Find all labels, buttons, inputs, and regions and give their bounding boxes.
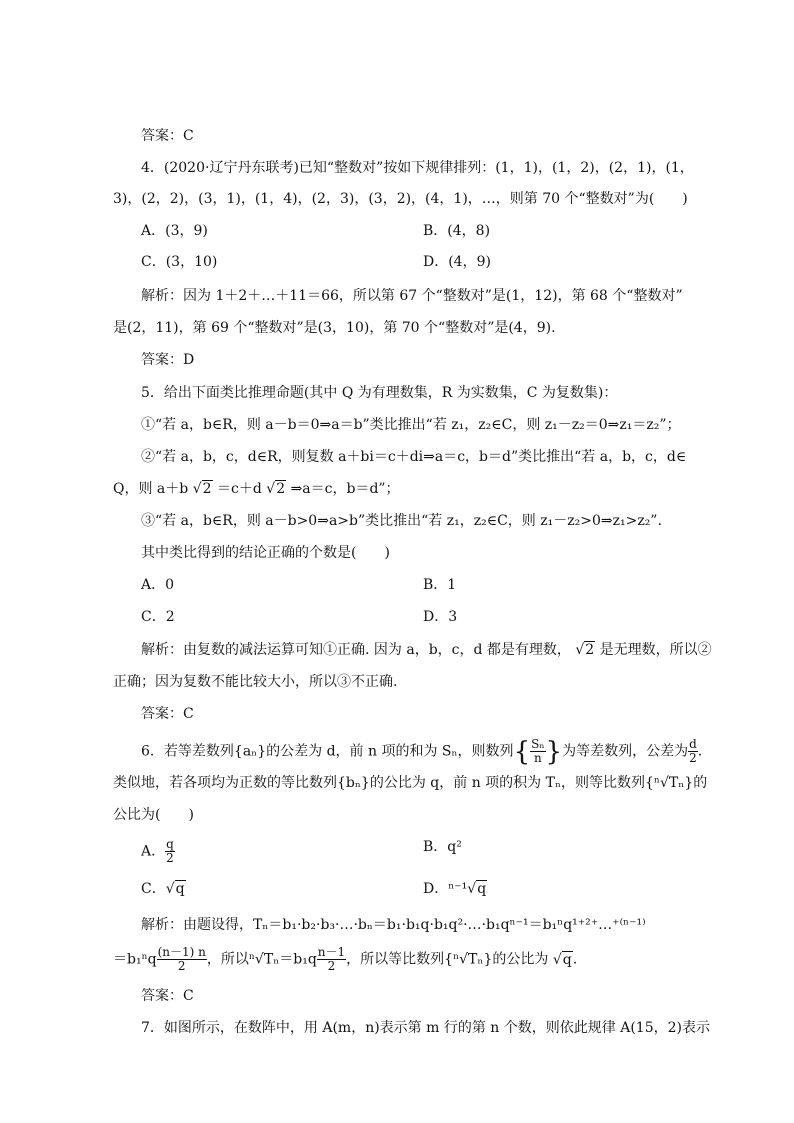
q4-option-a: A．(3，9) <box>141 223 208 239</box>
q4-stem-line1: 4．(2020·辽宁丹东联考)已知“整数对”按如下规律排列：(1，1)，(1，2)，(2，1)，(1， <box>141 160 694 176</box>
q5-option-b: B．1 <box>423 577 457 593</box>
sqrt-expression: √2 <box>192 481 212 497</box>
left-brace: { <box>513 736 531 767</box>
q4-solution-line2: 是(2，11)，第 69 个“整数对”是(3，10)，第 70 个“整数对”是(4，9). <box>113 320 556 336</box>
q6-options-row1 <box>141 838 688 865</box>
q5-stem: 5．给出下面类比推理命题(其中 Q 为有理数集，R 为实数集，C 为复数集)： <box>141 385 618 401</box>
q4-solution-line1: 解析：因为 1＋2＋…＋11＝66，所以第 67 个“整数对”是(1，12)，第 68 个“整数对” <box>141 288 683 304</box>
sqrt-expression: √q <box>552 951 572 968</box>
q5-options-row2 <box>141 608 688 626</box>
q6-options-row2 <box>141 880 688 898</box>
q5-option-c: C．2 <box>141 609 175 625</box>
q6-stem-line1: 6．若等差数列{aₙ}的公差为 d，前 n 项的和为 Sₙ，则数列{ $\frac{\text{Sₙ}}{n}$ }为等差数列，公差为 $\frac{d}{2}$ . <box>141 736 703 767</box>
q6-option-d: D．ⁿ⁻¹√q <box>423 881 487 897</box>
q5-option-a: A．0 <box>141 577 175 593</box>
sqrt-expression: √q <box>165 881 185 897</box>
q5-option-d: D．3 <box>423 609 458 625</box>
q6-solution-line1: 解析：由题设得，Tₙ＝b₁·b₂·b₃·…·bₙ＝b₁·b₁q·b₁q²·…·b₁qⁿ⁻¹＝b₁ⁿq¹⁺²⁺…⁺⁽ⁿ⁻¹⁾ <box>141 917 646 933</box>
fraction: $\frac{q}{2}$ <box>166 837 174 865</box>
fraction: $\frac{\text{Sₙ}}{n}$ <box>531 737 545 765</box>
q6-solution-line2: ＝b₁ⁿq $\frac{(n-1) n}{2}$ ，所以ⁿ√Tₙ＝b₁q $\frac{n-1}{2}$ ，所以等比数列{ⁿ√Tₙ}的公比为 √q. <box>113 945 578 973</box>
q6-answer: 答案：C <box>141 988 194 1004</box>
q3-answer: 答案：C <box>141 128 194 144</box>
fraction: $\frac{d}{2}$ <box>689 737 697 765</box>
q6-option-a: A． <box>141 843 166 860</box>
q6-stem-line3: 公比为( ) <box>113 807 194 823</box>
fraction: $\frac{(n-1) n}{2}$ <box>157 945 206 973</box>
sqrt-expression: √2 <box>575 642 595 658</box>
q6-option-b: B．q² <box>423 839 462 855</box>
q5-proposition-2-line2: Q，则 a＋b √2 ＝c＋d √2 ⇒a＝c，b＝d”； <box>113 481 400 497</box>
q5-solution-line2: 正确；因为复数不能比较大小，所以③不正确. <box>113 674 398 690</box>
q4-answer: 答案：D <box>141 352 195 368</box>
q5-answer: 答案：C <box>141 706 194 722</box>
right-brace: } <box>545 736 563 767</box>
q5-question: 其中类比得到的结论正确的个数是( ) <box>141 545 390 561</box>
sqrt-expression: √2 <box>266 481 286 497</box>
q4-stem-line2: 3)，(2，2)，(3，1)，(1，4)，(2，3)，(3，2)，(4，1)，…，则第 70 个“整数对”为( ) <box>113 191 688 207</box>
q6-stem-line2: 类似地，若各项均为正数的等比数列{bₙ}的公比为 q，前 n 项的积为 Tₙ，则等比数列{ⁿ√Tₙ}的 <box>113 775 708 791</box>
q4-option-c: C．(3，10) <box>141 254 218 270</box>
q6-option-c: C．√q <box>141 881 185 897</box>
q4-options-row1 <box>141 222 688 240</box>
fraction: $\frac{n-1}{2}$ <box>317 945 346 973</box>
q4-option-d: D．(4，9) <box>423 254 491 270</box>
sqrt-expression: √q <box>467 881 487 897</box>
q5-proposition-3: ③“若 a，b∈R，则 a－b>0⇒a>b”类比推出“若 z₁，z₂∈C，则 z₁－z₂>0⇒z₁>z₂”. <box>141 513 662 529</box>
q7-stem-line1: 7．如图所示，在数阵中，用 A(m，n)表示第 m 行的第 n 个数，则依此规律 A(15，2)表示 <box>141 1020 710 1036</box>
q4-options-row2 <box>141 253 688 271</box>
q4-option-b: B．(4，8) <box>423 223 491 239</box>
q5-proposition-2-line1: ②“若 a，b，c，d∈R，则复数 a＋bi＝c＋di⇒a＝c，b＝d”类比推出“若 a，b，c，d∈ <box>141 449 687 465</box>
q5-solution-line1: 解析：由复数的减法运算可知①正确. 因为 a，b，c，d 都是有理数， √2 是无理数，所以② <box>141 642 712 658</box>
q5-options-row1 <box>141 576 688 594</box>
q5-proposition-1: ①“若 a，b∈R，则 a－b＝0⇒a＝b”类比推出“若 z₁，z₂∈C，则 z₁－z₂＝0⇒z₁＝z₂”； <box>141 417 681 433</box>
